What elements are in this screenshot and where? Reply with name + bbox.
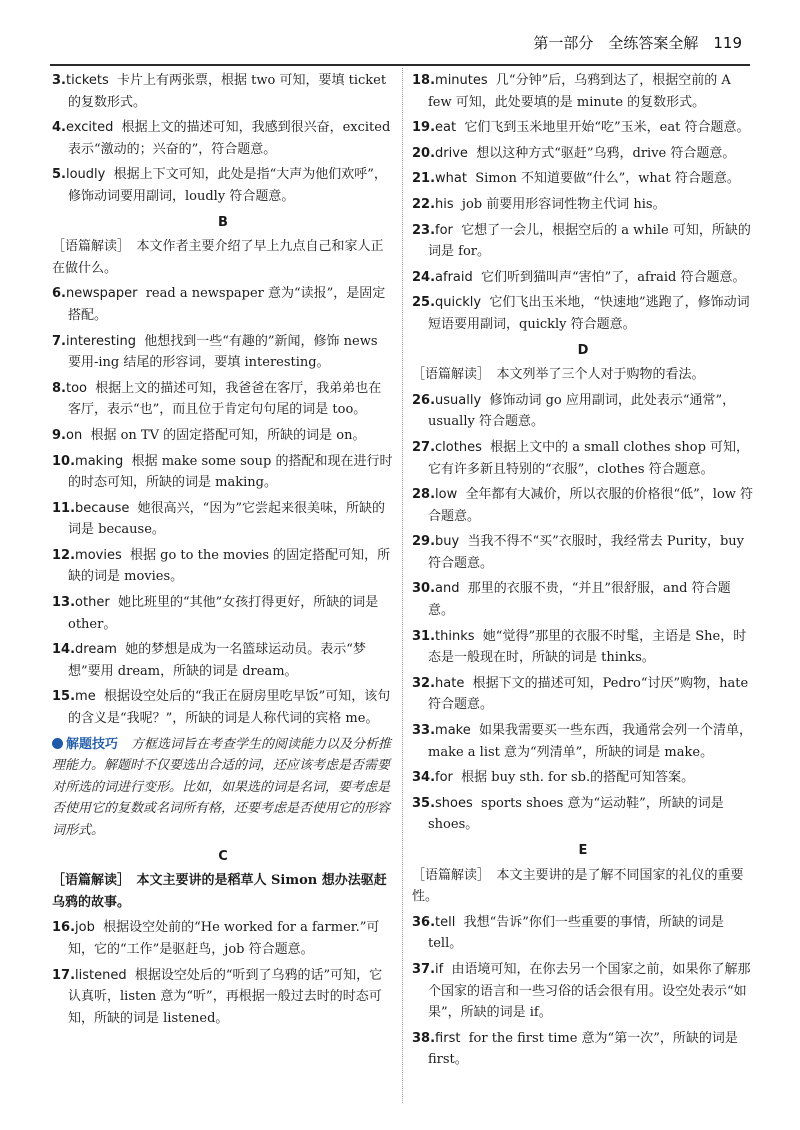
reading-summary-b: ［语篇解读］ 本文作者主要介绍了早上九点自己和家人正在做什么。 xyxy=(52,239,384,276)
answer-word: quickly xyxy=(435,295,482,311)
answer-word: first xyxy=(435,1030,461,1046)
answer-item xyxy=(412,437,754,480)
section-heading-e: E xyxy=(578,843,588,858)
answer-word: because xyxy=(75,500,130,516)
answer-item xyxy=(52,164,394,207)
answer-explanation: 根据上文中的 a small clothes shop 可知，它有许多新且特别的“衣服”，clothes 符合题意。 xyxy=(428,439,750,477)
answer-word: listened xyxy=(75,967,127,983)
answer-item xyxy=(52,378,394,421)
answer-word: movies xyxy=(75,547,122,563)
right-column xyxy=(412,70,754,1075)
answer-word: afraid xyxy=(435,269,473,285)
answer-list xyxy=(412,390,754,836)
answer-number: 7. xyxy=(52,333,66,349)
answer-number: 29. xyxy=(412,534,436,550)
answer-item xyxy=(412,70,754,113)
answer-explanation: Simon 不知道要做“什么”，what 符合题意。 xyxy=(475,171,740,187)
answer-word: tell xyxy=(435,914,456,930)
answer-word: thinks xyxy=(435,628,475,644)
answer-item xyxy=(52,639,394,682)
answer-explanation: 卡片上有两张票，根据 two 可知，要填 ticket 的复数形式。 xyxy=(68,73,387,110)
answer-item xyxy=(52,965,394,1030)
tip-text: 方框选词旨在考查学生的阅读能力以及分析推理能力。解题时不仅要选出合适的词，还应该考虑是否需要对所选的词进行变形。比如，如果选的词是名词，要考虑是否使用它的复数或名词所有格，还要考虑是否使用它的形容词形式。 xyxy=(52,736,392,838)
answer-list xyxy=(52,917,394,1029)
answer-word: job xyxy=(75,920,95,936)
page-header xyxy=(0,24,800,64)
section-heading-d: D xyxy=(577,342,589,358)
answer-number: 9. xyxy=(52,427,66,443)
answer-number: 22. xyxy=(412,196,436,212)
answer-item xyxy=(412,767,754,789)
answer-word: eat xyxy=(435,120,457,136)
answer-number: 24. xyxy=(412,269,436,285)
answer-word: dream xyxy=(75,642,117,658)
answer-explanation: 全年都有大减价，所以衣服的价格很“低”，low 符合题意。 xyxy=(428,487,754,524)
answer-number: 37. xyxy=(412,961,436,977)
answer-number: 6. xyxy=(52,286,66,302)
answer-word: newspaper xyxy=(65,286,138,302)
section-heading-b: B xyxy=(218,214,228,230)
answer-item xyxy=(412,484,754,527)
answer-number: 23. xyxy=(412,222,436,238)
answer-number: 21. xyxy=(412,171,436,187)
answer-item xyxy=(52,686,394,729)
answer-item xyxy=(412,168,754,190)
tip-label: 解题技巧 xyxy=(66,736,119,752)
tip-icon xyxy=(52,738,63,749)
answer-item xyxy=(52,117,394,160)
answer-number: 38. xyxy=(412,1030,436,1046)
answer-item xyxy=(52,283,394,326)
answer-word: hate xyxy=(435,675,465,691)
answer-number: 19. xyxy=(412,120,436,136)
answer-number: 35. xyxy=(412,795,436,811)
answer-number: 36. xyxy=(412,914,436,930)
answer-explanation: 根据 buy sth. for sb.的搭配可知答案。 xyxy=(461,770,695,786)
answer-explanation: for the first time 意为“第一次”，所缺的词是 first。 xyxy=(428,1030,738,1068)
answer-number: 16. xyxy=(52,920,76,936)
answer-explanation: 她很高兴，“因为”它尝起来很美味，所缺的词是 because。 xyxy=(68,500,385,538)
answer-word: usually xyxy=(435,392,482,408)
answer-item xyxy=(412,959,754,1024)
answer-explanation: 她的梦想是成为一名篮球运动员。表示“梦想”要用 dream，所缺的词是 dream。 xyxy=(68,642,366,679)
answer-word: if xyxy=(435,961,444,977)
answer-item xyxy=(412,531,754,574)
answer-number: 18. xyxy=(412,73,436,88)
answer-number: 28. xyxy=(412,487,436,503)
answer-number: 13. xyxy=(52,595,76,611)
answer-item xyxy=(412,673,754,716)
answer-item xyxy=(52,70,394,113)
answer-explanation: 根据下文的描述可知，Pedro“讨厌”购物，hate 符合题意。 xyxy=(428,675,749,713)
answer-explanation: 根据上文的描述可知，我感到很兴奋，excited 表示“激动的；兴奋的”，符合题意。 xyxy=(68,120,391,157)
answer-item xyxy=(52,451,394,494)
answer-number: 3. xyxy=(52,73,66,88)
answer-word: other xyxy=(75,595,110,611)
answer-explanation: sports shoes 意为“运动鞋”，所缺的词是 shoes。 xyxy=(428,795,724,833)
answer-item xyxy=(412,390,754,433)
answer-number: 10. xyxy=(52,453,76,469)
answer-word: minutes xyxy=(435,73,488,88)
answer-word: tickets xyxy=(65,73,109,88)
answer-explanation: 它们听到猫叫声“害怕”了，afraid 符合题意。 xyxy=(481,269,746,285)
answer-number: 5. xyxy=(52,167,66,183)
answer-word: too xyxy=(65,380,87,396)
reading-summary-e: ［语篇解读］ 本文主要讲的是了解不同国家的礼仪的重要性。 xyxy=(412,867,744,905)
answer-explanation: 根据 go to the movies 的固定搭配可知，所缺的词是 movies。 xyxy=(68,547,391,585)
answer-number: 12. xyxy=(52,547,76,563)
answer-word: clothes xyxy=(435,439,482,455)
solving-tip xyxy=(52,734,394,842)
answer-word: for xyxy=(435,222,453,238)
answer-number: 31. xyxy=(412,628,436,644)
answer-number: 33. xyxy=(412,723,436,739)
answer-word: interesting xyxy=(65,333,136,349)
answer-explanation: read a newspaper 意为“读报”，是固定搭配。 xyxy=(68,286,386,323)
answer-number: 27. xyxy=(412,439,436,455)
answer-item xyxy=(412,912,754,955)
answer-word: shoes xyxy=(435,795,473,811)
section-heading-c: C xyxy=(218,848,228,864)
answer-word: and xyxy=(435,581,460,597)
answer-number: 4. xyxy=(52,120,66,136)
answer-explanation: 修饰动词 go 应用副词，此处表示“通常”，usually 符合题意。 xyxy=(428,392,736,430)
answer-explanation: 根据设空处前的“He worked for a farmer.”可知，它的“工作”是驱赶鸟，job 符合题意。 xyxy=(68,920,380,957)
answer-number: 32. xyxy=(412,675,436,691)
answer-explanation: 它们飞到玉米地里开始“吃”玉米，eat 符合题意。 xyxy=(464,120,750,136)
answer-word: on xyxy=(65,427,83,443)
answer-explanation: 根据上文的描述可知，我爸爸在客厅，我弟弟也在客厅，表示“也”，而且位于肯定句句尾的词是 too。 xyxy=(68,380,382,418)
answer-explanation: 她“觉得”那里的衣服不时髦，主语是 She，时态是一般现在时，所缺的词是 thinks。 xyxy=(428,628,747,666)
column-divider xyxy=(402,68,403,1103)
answer-explanation: 几“分钟”后，乌鸦到达了，根据空前的 A few 可知，此处要填的是 minute 的复数形式。 xyxy=(428,73,731,110)
answer-item xyxy=(412,793,754,836)
answer-number: 15. xyxy=(52,689,76,705)
answer-number: 11. xyxy=(52,500,76,516)
answer-explanation: 根据设空处后的“听到了乌鸦的话”可知，它认真听，listen 意为“听”，再根据一般过去时的时态可知，所缺的词是 listened。 xyxy=(68,967,383,1026)
answer-explanation: 他想找到一些“有趣的”新闻，修饰 news 要用-ing 结尾的形容词，要填 interesting。 xyxy=(68,333,378,371)
answer-item xyxy=(52,425,394,447)
answer-number: 26. xyxy=(412,392,436,408)
answer-explanation: 根据 on TV 的固定搭配可知，所缺的词是 on。 xyxy=(90,427,366,443)
answer-list xyxy=(412,912,754,1071)
answer-item xyxy=(52,545,394,588)
answer-word: his xyxy=(435,196,454,212)
answer-item xyxy=(52,917,394,960)
answer-explanation: 当我不得不“买”衣服时，我经常去 Purity，buy 符合题意。 xyxy=(428,534,745,571)
answer-explanation: 她比班里的“其他”女孩打得更好，所缺的词是 other。 xyxy=(68,595,379,632)
answer-number: 14. xyxy=(52,642,76,658)
answer-number: 8. xyxy=(52,380,66,396)
answer-item xyxy=(52,498,394,541)
answer-word: drive xyxy=(435,145,468,161)
reading-summary-c: ［语篇解读］ 本文主要讲的是稻草人 Simon 想办法驱赶乌鸦的故事。 xyxy=(52,873,387,910)
answer-explanation: 它们飞出玉米地，“快速地”逃跑了，修饰动词短语要用副词，quickly 符合题意。 xyxy=(428,295,750,332)
left-column xyxy=(52,70,394,1033)
answer-word: buy xyxy=(435,534,460,550)
answer-number: 34. xyxy=(412,770,436,786)
answer-word: what xyxy=(435,171,467,187)
answer-item xyxy=(412,626,754,669)
answer-item xyxy=(412,143,754,165)
answer-explanation: 想以这种方式“驱赶”乌鸦，drive 符合题意。 xyxy=(476,145,736,161)
answer-explanation: 由语境可知，在你去另一个国家之前，如果你了解那个国家的语言和一些习俗的话会很有用。设空处表示“如果”，所缺的词是 if。 xyxy=(428,961,751,1021)
answer-explanation: job 前要用形容词性物主代词 his。 xyxy=(461,196,666,212)
answer-explanation: 根据 make some soup 的搭配和现在进行时的时态可知，所缺的词是 making。 xyxy=(68,453,393,491)
answer-number: 17. xyxy=(52,967,76,983)
answer-explanation: 根据上下文可知，此处是指“大声为他们欢呼”，修饰动词要用副词，loudly 符合题意。 xyxy=(68,167,387,204)
answer-explanation: 我想“告诉”你们一些重要的事情，所缺的词是 tell。 xyxy=(428,914,724,952)
answer-item xyxy=(412,220,754,263)
answer-word: excited xyxy=(65,120,114,136)
reading-summary-d: ［语篇解读］ 本文列举了三个人对于购物的看法。 xyxy=(412,367,705,383)
answer-number: 30. xyxy=(412,581,436,597)
answer-item xyxy=(52,592,394,635)
answer-item xyxy=(412,1028,754,1071)
page-header-title: 第一部分 全练答案全解 119 xyxy=(533,34,742,52)
answer-list xyxy=(412,70,754,336)
answer-word: loudly xyxy=(65,167,106,183)
answer-item xyxy=(412,194,754,216)
answer-item xyxy=(412,292,754,335)
answer-word: low xyxy=(435,487,458,503)
answer-item xyxy=(412,578,754,621)
answer-explanation: 那里的衣服不贵，“并且”很舒服，and 符合题意。 xyxy=(428,581,731,619)
answer-word: make xyxy=(435,723,471,739)
header-rule xyxy=(50,64,750,66)
answer-item xyxy=(412,117,754,139)
answer-item xyxy=(52,331,394,374)
answer-number: 25. xyxy=(412,295,436,311)
answer-list xyxy=(52,283,394,729)
answer-list xyxy=(52,70,394,208)
answer-explanation: 根据设空处后的“我正在厨房里吃早饭”可知，该句的含义是“我呢？”，所缺的词是人称代词的宾格 me。 xyxy=(68,689,391,727)
answer-item xyxy=(412,267,754,289)
answer-word: for xyxy=(435,770,453,786)
answer-explanation: 它想了一会儿，根据空后的 a while 可知，所缺的词是 for。 xyxy=(428,222,751,260)
answer-word: making xyxy=(75,453,124,469)
answer-word: me xyxy=(75,689,96,705)
answer-explanation: 如果我需要买一些东西，我通常会列一个清单，make a list 意为“列清单”，所缺的词是 make。 xyxy=(428,723,753,760)
answer-number: 20. xyxy=(412,145,436,161)
answer-item xyxy=(412,720,754,763)
